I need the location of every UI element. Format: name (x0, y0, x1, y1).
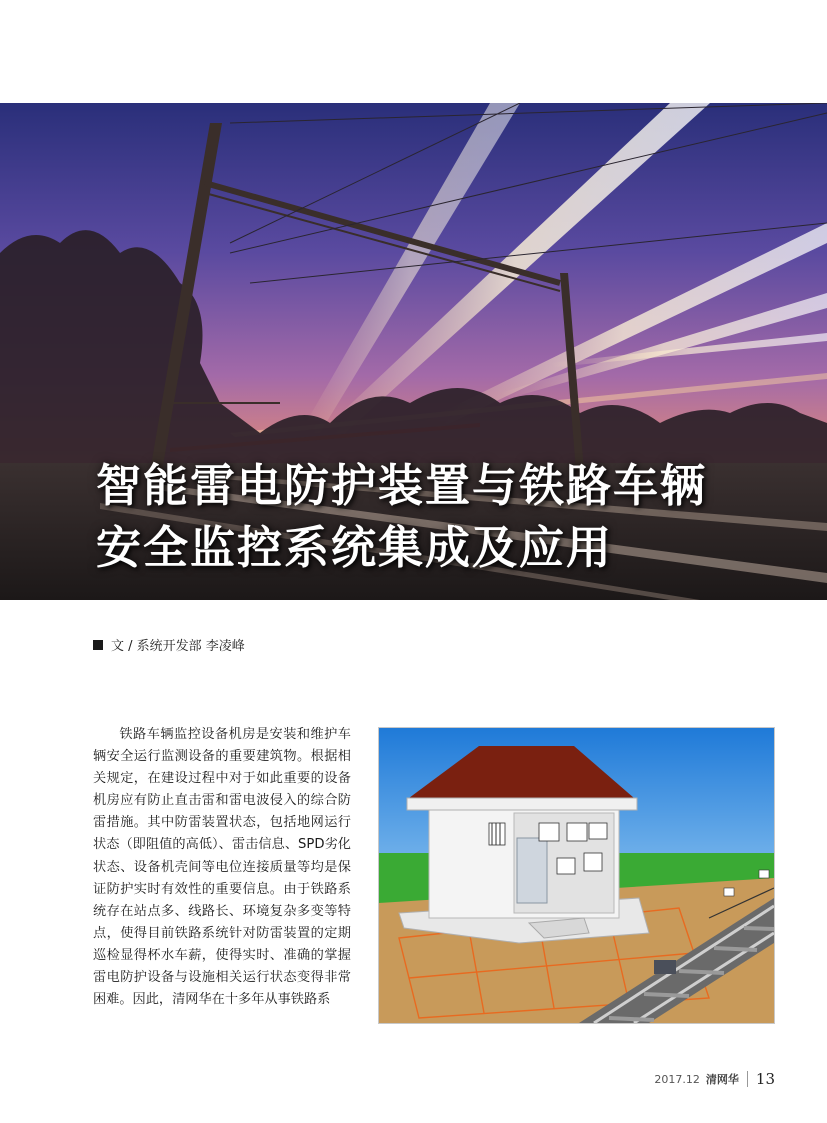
article-title-line2: 安全监控系统集成及应用 (96, 521, 614, 574)
page-footer (654, 1070, 775, 1088)
footer-divider (747, 1071, 748, 1087)
article-title (96, 455, 707, 579)
issue-date: 2017.12 (654, 1072, 700, 1086)
brand-logo: 清网华 (705, 1073, 739, 1086)
byline (93, 635, 245, 654)
article-title-line1: 智能雷电防护装置与铁路车辆 (96, 459, 708, 512)
square-bullet-icon (93, 640, 103, 650)
equipment-room-illustration (378, 727, 775, 1024)
page-number: 13 (755, 1070, 775, 1088)
byline-text: 文 / 系统开发部 李凌峰 (111, 639, 245, 654)
article-body: 铁路车辆监控设备机房是安装和维护车辆安全运行监测设备的重要建筑物。根据相关规定，在建设过程中对于如此重要的设备机房应有防止直击雷和雷电波侵入的综合防雷措施。其中防雷装置状态，包括地网运行状态（即阻值的高低）、雷击信息、SPD劣化状态、设备机壳间等电位连接质量等均是保证防护实时有效性的重要信息。由于铁路系统存在站点多、线路长、环境复杂多变等特点，使得目前铁路系统针对防雷装置的定期巡检显得杯水车薪，使得实时、准确的掌握雷电防护设备与设施相关运行状态变得非常困难。因此，清网华在十多年从事铁路系 (93, 727, 351, 1008)
